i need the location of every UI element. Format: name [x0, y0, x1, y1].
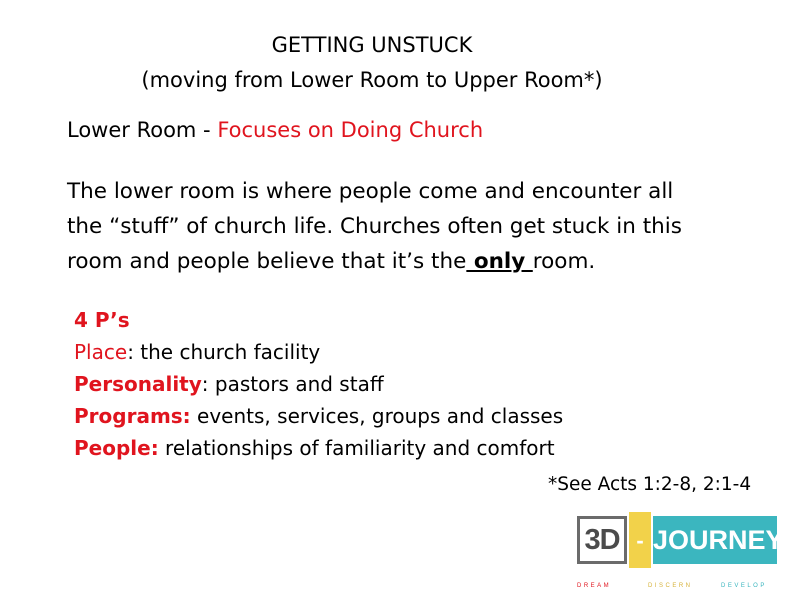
logo-dash: [629, 512, 651, 568]
paragraph-line: [67, 244, 682, 279]
item-label: Place: [74, 340, 128, 364]
page-title: GETTING UNSTUCK: [271, 33, 473, 57]
list-header: 4 P’s: [74, 308, 130, 332]
section-heading: [67, 118, 483, 142]
page-subtitle: (moving from Lower Room to Upper Room*): [141, 68, 603, 92]
3d-journey-logo: [577, 512, 784, 590]
logo-tag-develop: DEVELOP: [721, 583, 767, 589]
list-item: [74, 368, 563, 400]
item-text: relationships of familiarity and comfort: [158, 436, 555, 460]
scripture-reference: *See Acts 1:2-8, 2:1-4: [548, 474, 752, 495]
heading-prefix: Lower Room -: [67, 118, 218, 142]
paragraph-text: room.: [532, 249, 596, 274]
list-item: [74, 432, 563, 464]
emphasis-only: only: [466, 249, 533, 274]
list-item: [74, 400, 563, 432]
item-text: events, services, groups and classes: [190, 404, 564, 428]
item-label: Personality: [74, 372, 202, 396]
item-label: People:: [74, 436, 159, 460]
paragraph-line: the “stuff” of church life. Churches often get stuck in this: [67, 214, 682, 239]
logo-tag-discern: DISCERN: [648, 583, 693, 589]
paragraph-line: The lower room is where people come and encounter all: [67, 179, 674, 204]
item-text: : pastors and staff: [201, 372, 384, 396]
four-ps-list: [74, 304, 563, 464]
paragraph-text: room and people believe that it’s the: [67, 249, 467, 274]
list-item: [74, 336, 563, 368]
item-label: Programs:: [74, 404, 191, 428]
heading-highlight: Focuses on Doing Church: [217, 118, 484, 142]
logo-dash-text: -: [636, 528, 644, 553]
item-text: : the church facility: [127, 340, 321, 364]
logo-tag-dream: DREAM: [577, 583, 612, 589]
logo-mark: 3D: [577, 516, 627, 564]
logo-word: JOURNEY: [653, 516, 777, 564]
description-paragraph: [67, 174, 682, 279]
